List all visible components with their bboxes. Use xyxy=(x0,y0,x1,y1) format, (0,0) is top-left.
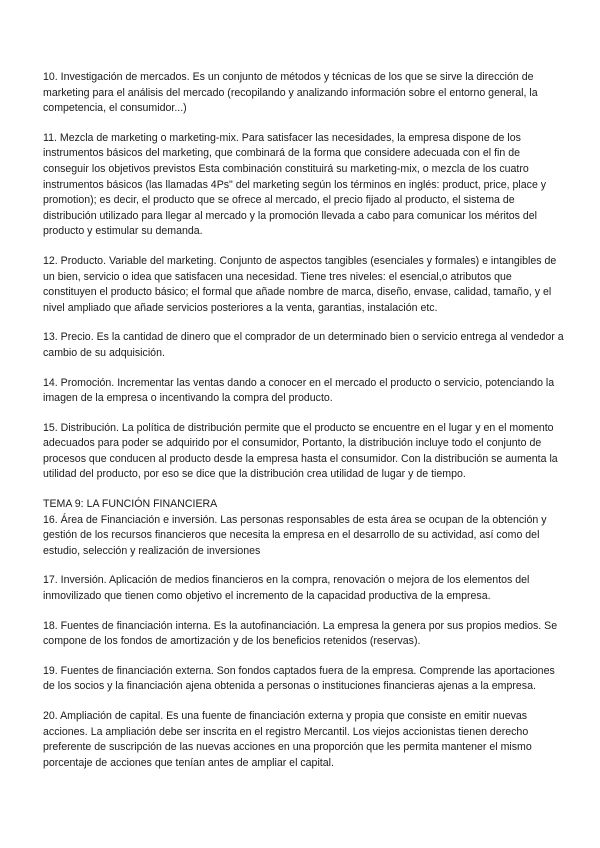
entry-19-financiacion-externa: 19. Fuentes de financiación externa. Son fondos captados fuera de la empresa. Comprende las aportaciones de los socios y la financiación ajena obtenida a personas o instituciones financieras ajenas a la empresa. xyxy=(43,664,555,693)
document-page xyxy=(43,70,568,785)
entry-16-area-financiacion: 16. Área de Financiación e inversión. Las personas responsables de esta área se ocupan de la obtención y gestión de los recursos financieros que necesita la empresa en el desarrollo de su actividad, así como del estudio, selección y realización de inversiones xyxy=(43,513,547,557)
entry-14-promocion: 14. Promoción. Incrementar las ventas dando a conocer en el mercado el producto o servicio, potenciando la imagen de la empresa o incentivando la compra del producto. xyxy=(43,376,555,405)
section-heading-tema-9: TEMA 9: LA FUNCIÓN FINANCIERA xyxy=(43,498,218,511)
entry-11-marketing-mix: 11. Mezcla de marketing o marketing-mix. Para satisfacer las necesidades, la empresa dispone de los instrumentos básicos del marketing, que combinará de la forma que considere adecuada con el fin de conseguir los objetivos previstos Esta combinación constituirá su marketing-mix, o mezcla de los cuatro instrumentos básicos (las llamadas 4Ps" del marketing según los términos en inglés: product, price, place y promotion); es decir, el producto que se ofrece al mercado, el precio fijado al producto, el sistema de distribución utilizado para llegar al mercado y la promoción llevada a cabo para comunicar los méritos del producto y estimular su demanda. xyxy=(43,131,547,238)
entry-17-inversion: 17. Inversión. Aplicación de medios financieros en la compra, renovación o mejora de los elementos del inmovilizado que tienen como objetivo el incremento de la capacidad productiva de la empresa. xyxy=(43,574,530,603)
entry-12-producto: 12. Producto. Variable del marketing. Conjunto de aspectos tangibles (esenciales y formales) e intangibles de un bien, servicio o idea que satisfacen una necesidad. Tiene tres niveles: el esencial,o atributos que constituyen el producto básico; el formal que añade nombre de marca, diseño, envase, calidad, tamaño, y el nivel ampliado que añade servicios posteriores a la venta, garantias, instalación etc. xyxy=(43,254,557,314)
entry-15-distribucion: 15. Distribución. La política de distribución permite que el producto se encuentre en el lugar y en el momento adecuados para poder se adquirido por el consumidor, Portanto, la distribución incluye todo el conjunto de procesos que conducen al producto desde la empresa hasta el consumidor. Con la distribución se aumenta la utilidad del producto, por eso se dice que la distribución crea utilidad de lugar y de tiempo. xyxy=(43,421,558,481)
entry-13-precio: 13. Precio. Es la cantidad de dinero que el comprador de un determinado bien o servicio entrega al vendedor a cambio de su adquisición. xyxy=(43,331,564,359)
entry-10-investigacion-mercados: 10. Investigación de mercados. Es un conjunto de métodos y técnicas de los que se sirve la dirección de marketing para el análisis del mercado (recopilando y analizando información sobre el entorno general, la competencia, el consumidor...) xyxy=(43,71,538,115)
entry-20-ampliacion-capital: 20. Ampliación de capital. Es una fuente de financiación externa y propia que consiste en emitir nuevas acciones. La ampliación debe ser inscrita en el registro Mercantil. Los viejos accionistas tienen derecho preferente de suscripción de las nuevas acciones en una proporción que les permita mantener el mismo porcentaje de acciones que tenían antes de ampliar el capital. xyxy=(43,710,532,769)
entry-18-financiacion-interna: 18. Fuentes de financiación interna. Es la autofinanciación. La empresa la genera por sus propios medios. Se compone de los fondos de amortización y de los beneficios retenidos (reservas). xyxy=(43,619,558,648)
